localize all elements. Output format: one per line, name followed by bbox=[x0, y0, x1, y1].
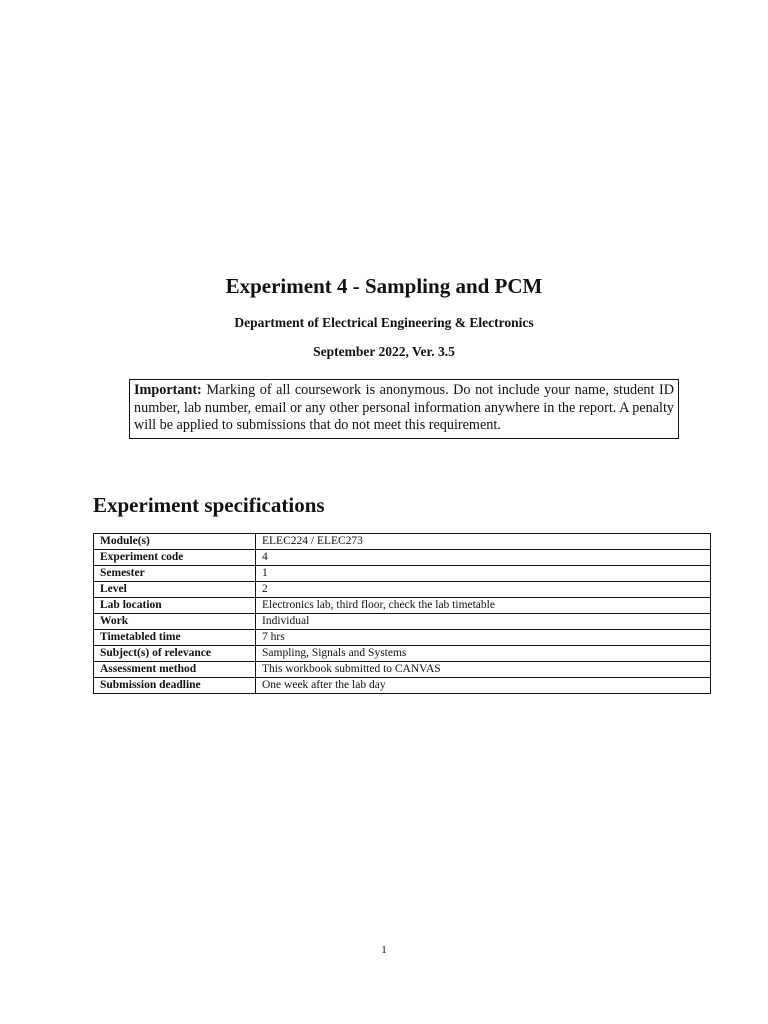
row-label: Level bbox=[94, 582, 256, 598]
row-value: 1 bbox=[256, 566, 711, 582]
table-row bbox=[94, 598, 711, 614]
table-row bbox=[94, 582, 711, 598]
table-row bbox=[94, 646, 711, 662]
row-label: Work bbox=[94, 614, 256, 630]
row-label: Submission deadline bbox=[94, 678, 256, 694]
table-row bbox=[94, 630, 711, 646]
row-value: 4 bbox=[256, 550, 711, 566]
document-title: Experiment 4 - Sampling and PCM bbox=[225, 274, 543, 298]
specifications-table bbox=[93, 533, 711, 694]
row-value: 7 hrs bbox=[256, 630, 711, 646]
row-value: 2 bbox=[256, 582, 711, 598]
row-value: Sampling, Signals and Systems bbox=[256, 646, 711, 662]
row-value: One week after the lab day bbox=[256, 678, 711, 694]
row-value: This workbook submitted to CANVAS bbox=[256, 662, 711, 678]
row-label: Experiment code bbox=[94, 550, 256, 566]
row-label: Lab location bbox=[94, 598, 256, 614]
row-value: ELEC224 / ELEC273 bbox=[256, 534, 711, 550]
table-row bbox=[94, 678, 711, 694]
row-value: Electronics lab, third floor, check the lab timetable bbox=[256, 598, 711, 614]
row-label: Semester bbox=[94, 566, 256, 582]
important-notice-box bbox=[129, 379, 679, 439]
table-row bbox=[94, 534, 711, 550]
row-label: Subject(s) of relevance bbox=[94, 646, 256, 662]
notice-text: Marking of all coursework is anonymous. Do not include your name, student ID number, lab number, email or any other personal information anywhere in the report. A penalty will be applied to submissions that do not meet this requirement. bbox=[134, 382, 674, 433]
section-heading: Experiment specifications bbox=[93, 493, 325, 517]
row-label: Timetabled time bbox=[94, 630, 256, 646]
page-number: 1 bbox=[381, 944, 387, 956]
table-row bbox=[94, 614, 711, 630]
table-row bbox=[94, 662, 711, 678]
row-value: Individual bbox=[256, 614, 711, 630]
table-row bbox=[94, 550, 711, 566]
row-label: Assessment method bbox=[94, 662, 256, 678]
notice-label: Important: bbox=[134, 382, 202, 398]
date-version: September 2022, Ver. 3.5 bbox=[313, 344, 455, 359]
department-name: Department of Electrical Engineering & Electronics bbox=[234, 315, 534, 330]
table-row bbox=[94, 566, 711, 582]
row-label: Module(s) bbox=[94, 534, 256, 550]
